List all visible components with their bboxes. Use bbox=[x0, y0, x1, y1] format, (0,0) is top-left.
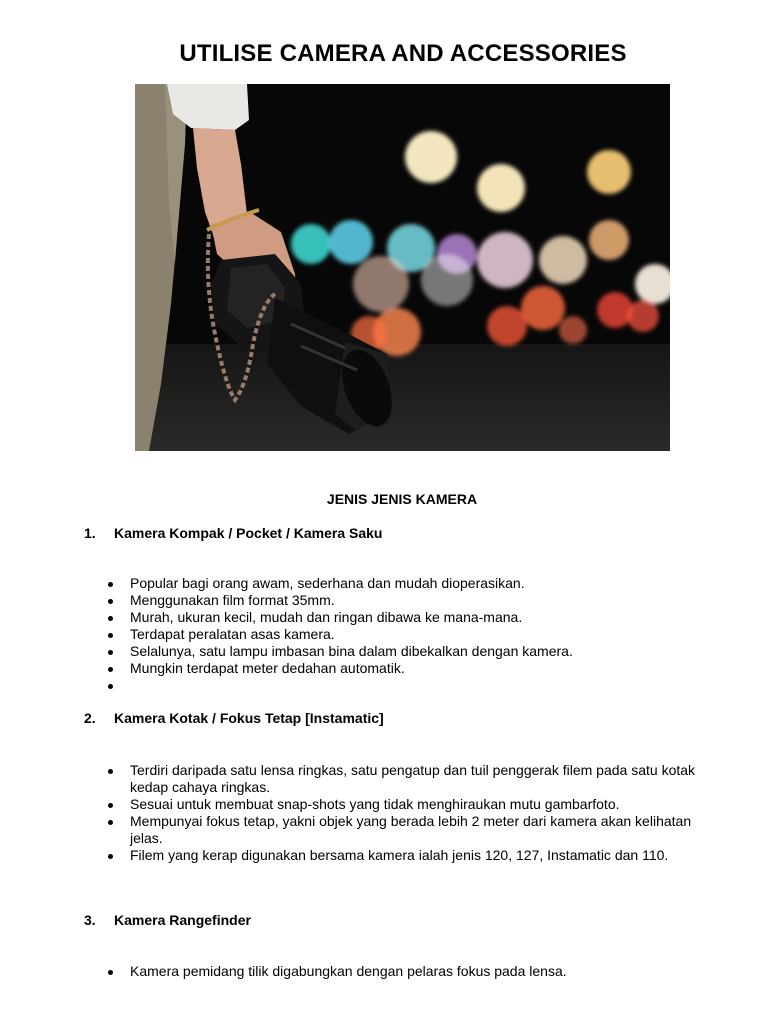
list-item-text: Murah, ukuran kecil, mudah dan ringan dibawa ke mana-mana. bbox=[130, 609, 523, 625]
bullet-list-kamera-rangefinder bbox=[108, 963, 720, 980]
list-item-text: Terdiri daripada satu lensa ringkas, satu pengatup dan tuil penggerak filem pada satu kotak kedap cahaya ringkas. bbox=[130, 762, 696, 795]
bullet-list-kamera-kompak bbox=[108, 575, 720, 694]
list-item-text: Selalunya, satu lampu imbasan bina dalam dibekalkan dengan kamera. bbox=[130, 643, 573, 659]
item-heading-kamera-rangefinder bbox=[84, 912, 251, 928]
list-item bbox=[108, 677, 720, 694]
list-item-text: Popular bagi orang awam, sederhana dan mudah dioperasikan. bbox=[130, 575, 525, 591]
item-title: Kamera Kompak / Pocket / Kamera Saku bbox=[114, 525, 383, 541]
list-item-text: Sesuai untuk membuat snap-shots yang tidak menghiraukan mutu gambarfoto. bbox=[130, 796, 620, 812]
list-item bbox=[108, 813, 720, 847]
item-heading-kamera-kompak bbox=[84, 525, 382, 541]
section-heading: JENIS JENIS KAMERA bbox=[326, 491, 478, 507]
list-item bbox=[108, 643, 720, 660]
list-item bbox=[108, 575, 720, 592]
list-item bbox=[108, 660, 720, 677]
list-item bbox=[108, 762, 720, 796]
item-number: 3. bbox=[84, 912, 96, 928]
bullet-icon bbox=[108, 803, 113, 808]
item-title: Kamera Kotak / Fokus Tetap [Instamatic] bbox=[114, 710, 384, 726]
item-number: 1. bbox=[84, 525, 96, 541]
list-item bbox=[108, 796, 720, 813]
list-item-text: Filem yang kerap digunakan bersama kamera ialah jenis 120, 127, Instamatic dan 110. bbox=[130, 847, 669, 863]
bullet-icon bbox=[108, 582, 113, 587]
bullet-icon bbox=[108, 633, 113, 638]
item-heading-kamera-kotak bbox=[84, 710, 384, 726]
bullet-icon bbox=[108, 667, 113, 672]
list-item-text: Terdapat peralatan asas kamera. bbox=[130, 626, 335, 642]
bullet-icon bbox=[108, 769, 113, 774]
list-item bbox=[108, 592, 720, 609]
bullet-icon bbox=[108, 970, 113, 975]
bullet-icon bbox=[108, 684, 113, 689]
list-item-text: Mungkin terdapat meter dedahan automatik. bbox=[130, 660, 405, 676]
page-title: UTILISE CAMERA AND ACCESSORIES bbox=[179, 40, 627, 67]
item-number: 2. bbox=[84, 710, 96, 726]
bullet-list-kamera-kotak bbox=[108, 762, 720, 864]
list-item-text: Mempunyai fokus tetap, yakni objek yang berada lebih 2 meter dari kamera akan kelihatan jelas. bbox=[130, 813, 692, 846]
list-item-text: Menggunakan film format 35mm. bbox=[130, 592, 335, 608]
list-item-text: Kamera pemidang tilik digabungkan dengan pelaras fokus pada lensa. bbox=[130, 963, 567, 979]
item-title: Kamera Rangefinder bbox=[114, 912, 251, 928]
camera-bokeh-photo-icon bbox=[135, 84, 670, 451]
list-item bbox=[108, 626, 720, 643]
list-item bbox=[108, 963, 720, 980]
bullet-icon bbox=[108, 820, 113, 825]
list-item bbox=[108, 609, 720, 626]
bullet-icon bbox=[108, 854, 113, 859]
camera-photo bbox=[135, 84, 670, 451]
bullet-icon bbox=[108, 650, 113, 655]
list-item bbox=[108, 847, 720, 864]
bullet-icon bbox=[108, 616, 113, 621]
bullet-icon bbox=[108, 599, 113, 604]
